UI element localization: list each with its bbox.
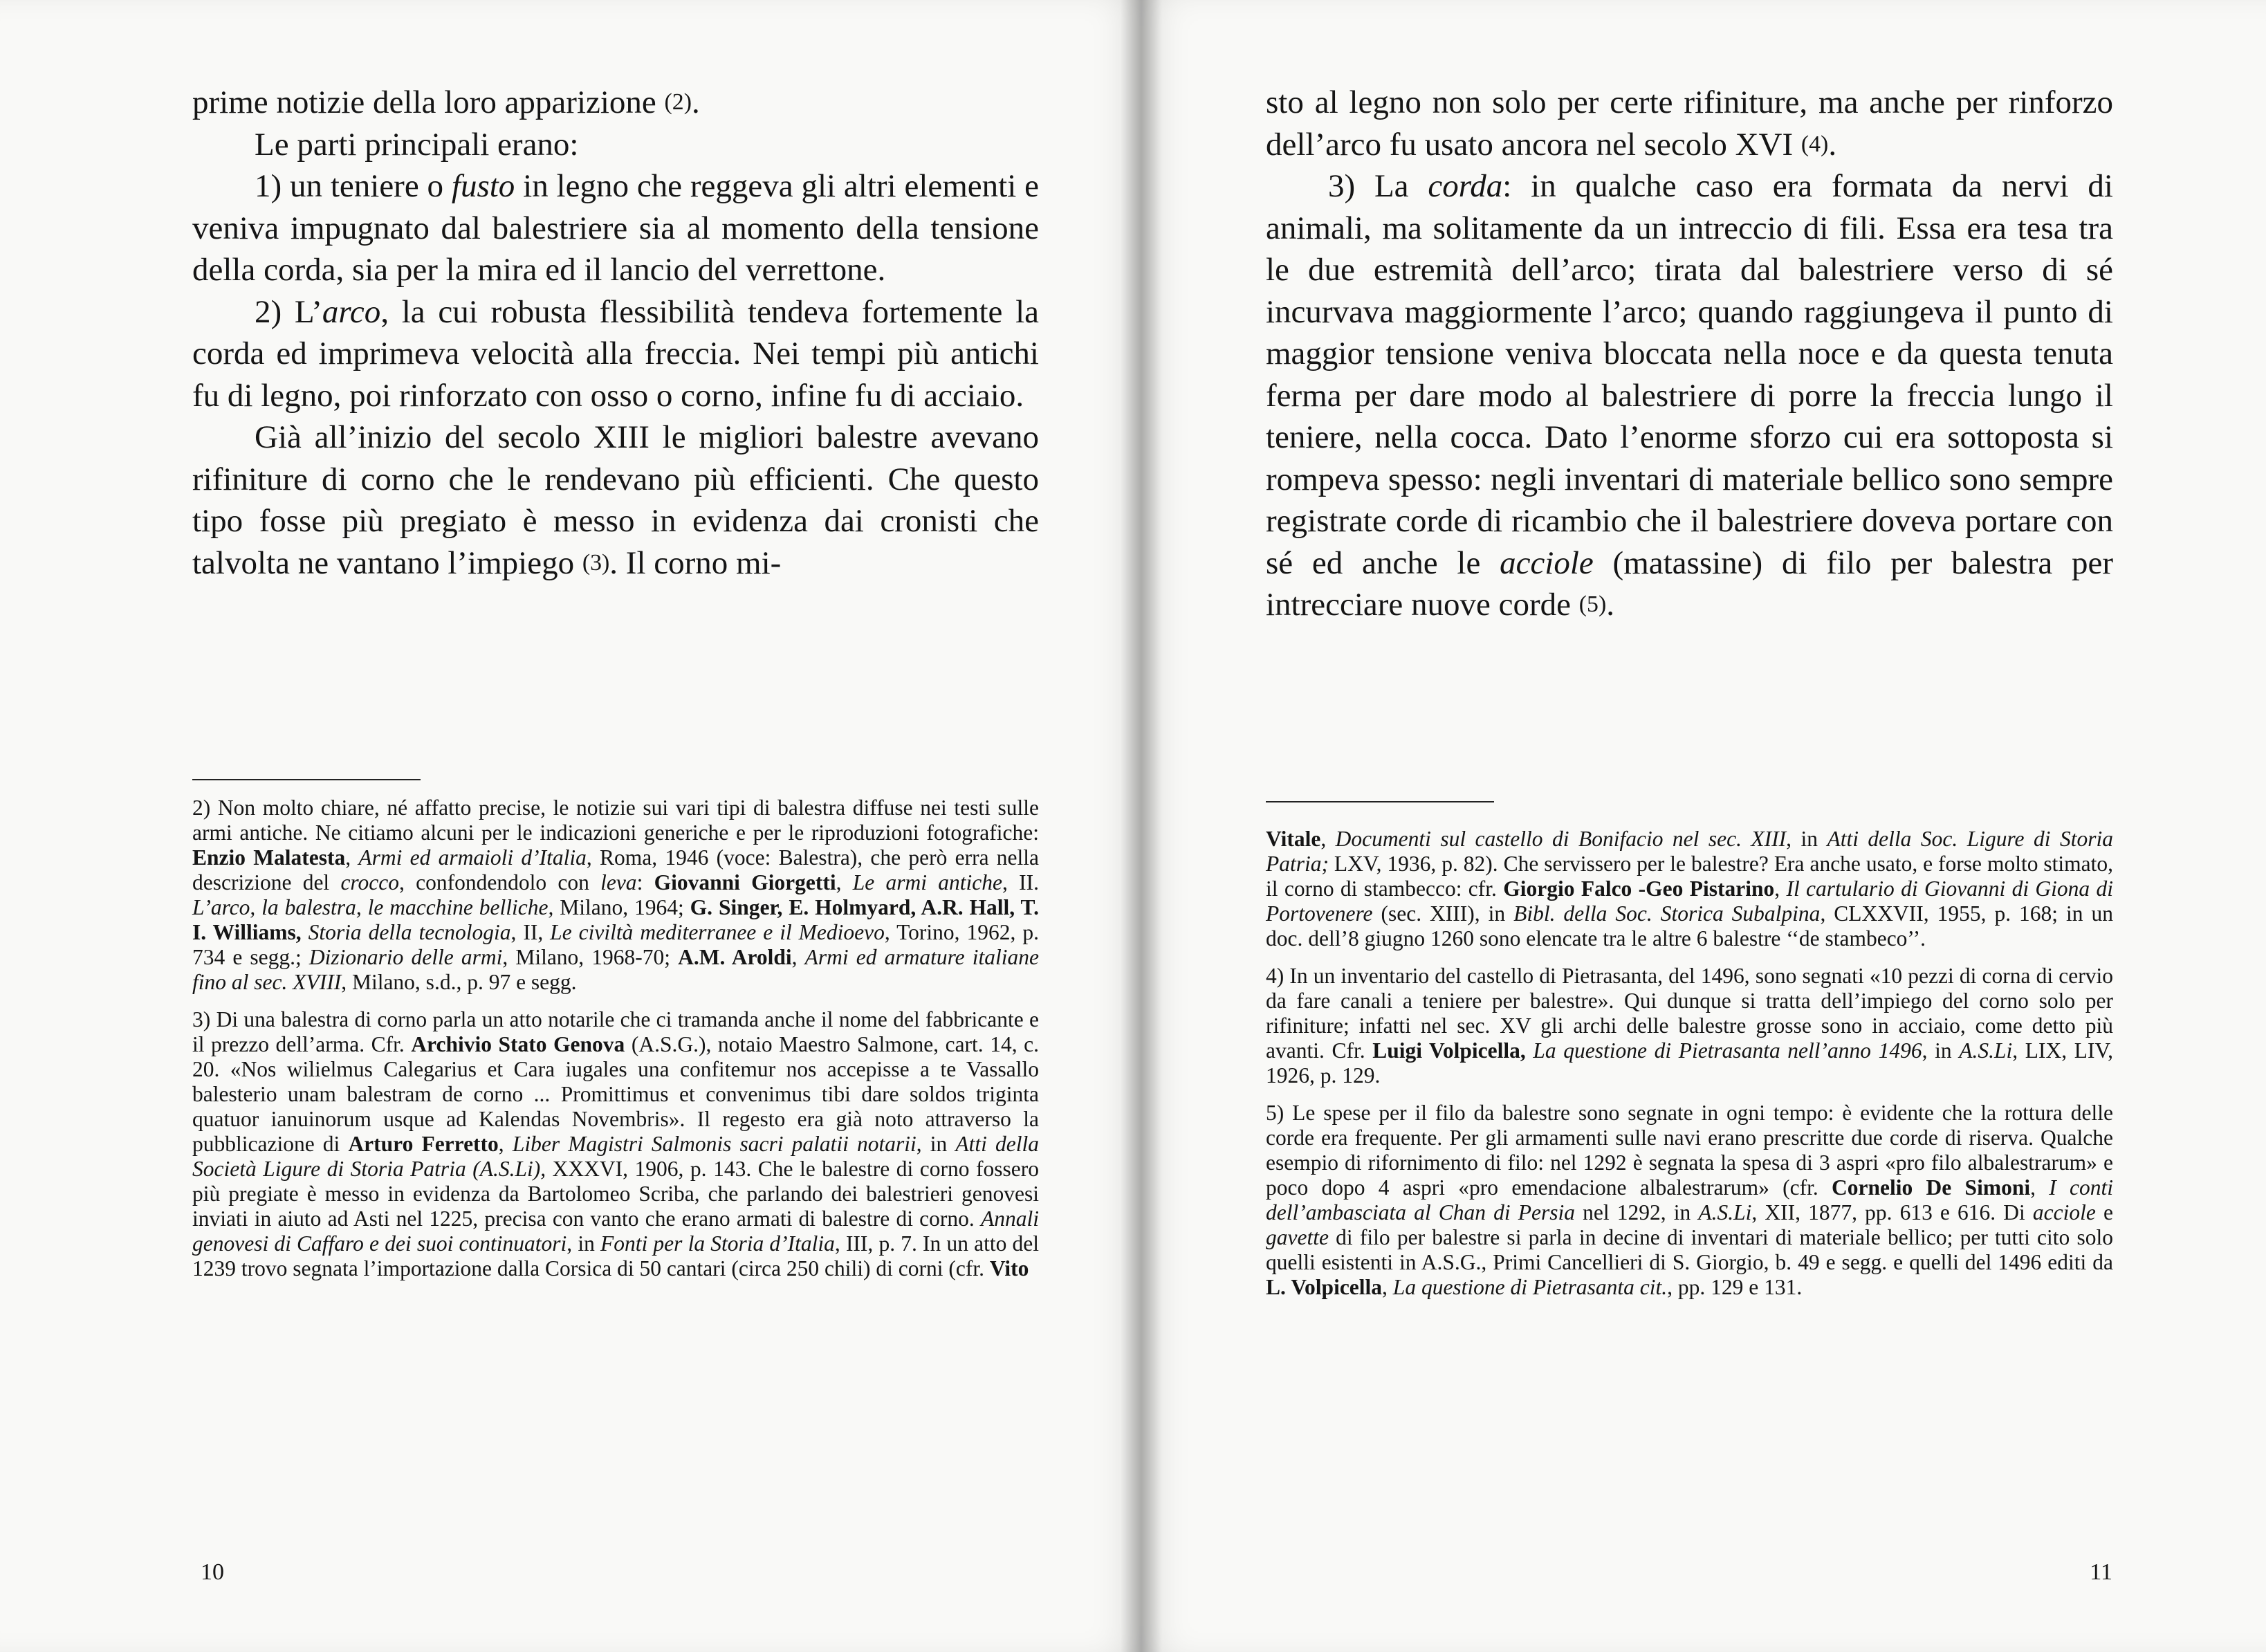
text-run: , Milano, s.d., p. 97 e segg. <box>341 970 577 994</box>
italic-text: crocco <box>340 870 399 894</box>
italic-text: gavette <box>1266 1225 1329 1249</box>
italic-text: Storia della tecnologia <box>308 920 511 944</box>
text-run: . <box>692 84 700 121</box>
text-run: (matassine) di filo per balestra per intrecciare nuove corde <box>1266 544 2113 623</box>
author-name: Giorgio Falco -Geo Pistarino <box>1503 877 1775 901</box>
author-name: L. Volpicella <box>1266 1275 1383 1299</box>
body-paragraph <box>192 124 1039 166</box>
author-name: Luigi Volpicella, <box>1372 1038 1526 1063</box>
text-run <box>1526 1038 1533 1063</box>
italic-text: I conti dell’ambasciata al Chan di Persia <box>1266 1175 2113 1224</box>
text-run: nel 1292, in <box>1574 1200 1699 1224</box>
author-name: Cornelio De Simoni <box>1832 1175 2031 1200</box>
text-run: , <box>1382 1275 1393 1299</box>
text-run: , <box>1774 877 1787 901</box>
text-run: (A.S.G.), notaio Maestro Salmone, cart. 14, c. 20. «Nos wilielmus Calegarius et Cara iugales una confitemur nos accepisse a te Vassallo balesterio unam balestram de corno ... Promittimus et convenimus tibi dare soldos triginta quatuor ianuinorum usque ad Kalendas Novembris». Il regesto era già noto attraverso la pubblicazione di <box>192 1032 1039 1156</box>
author-name: Enzio Malatesta <box>192 845 346 870</box>
body-paragraph <box>192 416 1039 584</box>
text-run: LXV, 1936, p. 82). Che servissero per le balestre? Era anche usato, e forse molto stimato, il corno di stambecco: cfr. <box>1266 852 2113 901</box>
text-run: , la cui robusta flessibilità tendeva fortemente la corda ed imprimeva velocità alla freccia. Nei tempi più antichi fu di legno, poi rinforzato con osso o corno, infine fu di acciaio. <box>192 293 1039 414</box>
footnote-rule <box>1266 801 1494 802</box>
body-paragraph <box>192 291 1039 417</box>
italic-text: L’arco, la balestra, le macchine belliche, <box>192 895 554 919</box>
text-run: 4) In un inventario del castello di Pietrasanta, del 1496, sono segnati «10 pezzi di corna di cervio da fare canali a teniere per balestre». Qui dunque si tratta dell’impiego del corno solo per rifiniture; infatti nel sec. XV gli archi delle balestre grosse sono in acciaio, come detto più avanti. Cfr. <box>1266 964 2113 1063</box>
italic-text: Atti della Soc. Ligure di Storia Patria; <box>1266 827 2113 876</box>
footnote-rule <box>192 779 421 780</box>
text-run: in legno che reggeva gli altri elementi e veniva impugnato dal balestriere sia al momento della tensione della corda, sia per la mira ed il lancio del verrettone. <box>192 168 1039 288</box>
footnote-reference: (2) <box>664 89 692 115</box>
author-name: A.M. Aroldi <box>678 945 792 969</box>
text-run: 5) Le spese per il filo da balestre sono segnate in ogni tempo: è evidente che la rottura delle corde era frequente. Per gli armamenti sulle navi erano prescritte due corde di riserva. Qualche esempio di rifornimento di filo: nel 1292 è segnata la spesa di 3 aspri «pro filo albalestrarum» e poco dopo 4 aspri «pro emendacione albalestrarum» (cfr. <box>1266 1101 2113 1200</box>
text-run: 3) La <box>1328 168 1428 205</box>
author-name: Vito <box>989 1256 1029 1281</box>
italic-text: Le armi antiche <box>852 870 1002 894</box>
text-run: , Roma, 1946 (voce: Balestra), che però erra nella descrizione del <box>192 845 1040 894</box>
footnote-reference: (4) <box>1800 131 1829 157</box>
text-run: 2) L’ <box>255 293 322 330</box>
italic-text: Armi ed armature italiane fino al sec. XVIII <box>192 945 1039 994</box>
text-run: , in <box>566 1231 600 1256</box>
text-run: , Milano, 1968-70; <box>502 945 679 969</box>
text-run: XXXVI, 1906, p. 143. Che le balestre di corno fossero più pregiate è messo in evidenza da Bartolomeo Scriba, che parlando dei balestrieri genovesi inviati in aiuto ad Asti nel 1225, precisa con vanto che erano armati di balestre di corno. <box>192 1157 1039 1231</box>
text-run: , confondendolo con <box>398 870 601 894</box>
italic-text: leva <box>600 870 637 894</box>
text-run: . <box>1606 587 1614 623</box>
text-run: di filo per balestre si parla in decine di inventari di materiale bellico; per tutti cito solo quelli esistenti in A.S.G., Primi Cancellieri di S. Giorgio, b. 49 e segg. e quelli del 1496 editi da <box>1266 1225 2113 1274</box>
italic-text: Le civiltà mediterranee e il Medioevo <box>550 920 885 944</box>
italic-text: arco <box>322 293 381 330</box>
text-run: , III, p. 7. In un atto del 1239 trovo segnata l’importazione dalla Corsica di 50 cantari (circa 250 chili) di corni (cfr. <box>192 1231 1039 1281</box>
text-run: , II. <box>1002 870 1039 894</box>
page-number: 11 <box>2090 1559 2112 1585</box>
left-body-text <box>192 82 1039 584</box>
italic-text: fusto <box>451 168 515 205</box>
italic-text: Fonti per la Storia d’Italia <box>600 1231 835 1256</box>
text-run: , <box>498 1132 513 1156</box>
text-run: sto al legno non solo per certe rifiniture, ma anche per rinforzo dell’arco fu usato ancora nel secolo XVI <box>1266 84 2113 163</box>
right-footnotes <box>1266 827 2113 1312</box>
footnote <box>1266 827 2113 951</box>
body-paragraph <box>1266 82 2113 165</box>
italic-text: acciole <box>1500 544 1594 581</box>
author-name: Giovanni Giorgetti <box>654 870 836 894</box>
text-run: : <box>636 870 654 894</box>
text-run: Già all’inizio del secolo XIII le migliori balestre avevano rifiniture di corno che le rendevano più efficienti. Che questo tipo fosse più pregiato è messo in evidenza dai cronisti che talvolta ne vantano l’impiego <box>192 419 1039 581</box>
italic-text: La questione di Pietrasanta nell’anno 1496 <box>1533 1038 1922 1063</box>
page-number: 10 <box>201 1559 224 1585</box>
text-run: , XII, 1877, pp. 613 e 616. Di <box>1751 1200 2033 1224</box>
italic-text: Il cartulario di Giovanni di Giona di Portovenere <box>1266 877 2114 926</box>
text-run: Milano, 1964; <box>553 895 690 919</box>
text-run: , LIX, LIV, 1926, p. 129. <box>1266 1038 2114 1087</box>
italic-text: A.S.Li <box>1959 1038 2013 1063</box>
right-body-text <box>1266 82 2113 626</box>
author-name: Arturo Ferretto <box>348 1132 499 1156</box>
body-paragraph <box>1266 165 2113 626</box>
text-run: 3) Di una balestra di corno parla un atto notarile che ci tramanda anche il nome del fabbricante e il prezzo dell’arma. Cfr. <box>192 1007 1039 1056</box>
text-run: , in <box>916 1132 956 1156</box>
text-run: , in <box>1922 1038 1960 1063</box>
text-run: e <box>2095 1200 2113 1224</box>
text-run: , <box>791 945 805 969</box>
text-run: , CLXXVII, 1955, p. 168; in un doc. dell’8 giugno 1260 sono elencate tra le altre 6 balestre ‘‘de stambeco’’. <box>1266 901 2113 951</box>
italic-text: A.S.Li <box>1698 1200 1752 1224</box>
italic-text: acciole <box>2032 1200 2096 1224</box>
text-run: , Torino, 1962, p. 734 e segg.; <box>192 920 1039 969</box>
text-run: , <box>836 870 853 894</box>
text-run: 1) un teniere o <box>255 168 452 205</box>
text-run: . Il corno mi- <box>609 544 782 581</box>
author-name: G. Singer, E. Holmyard, A.R. Hall, T. I. Williams, <box>192 895 1039 944</box>
text-run: prime notizie della loro apparizione <box>192 84 665 121</box>
italic-text: Documenti sul castello di Bonifacio nel sec. XIII <box>1335 827 1787 851</box>
text-run: , <box>345 845 359 870</box>
text-run: : in qualche caso era formata da nervi di animali, ma solitamente da un intreccio di fili. Essa era tesa tra le due estremità dell’arco; tirata dal balestriere verso di sé incurvava maggiormente l’arco; quando raggiungeva il punto di maggior tensione veniva bloccata nella noce e da questa tenuta ferma per dare modo al balestriere di porre la freccia lungo il teniere, nella cocca. Dato l’enorme sforzo cui era sottoposta si rompeva spesso: negli inventari di materiale bellico sono sempre registrate corde di ricambio che il balestriere doveva portare con sé ed anche le <box>1266 168 2113 581</box>
italic-text: Armi ed armaioli d’Italia <box>358 845 587 870</box>
italic-text: Liber Magistri Salmonis sacri palatii notarii <box>512 1132 916 1156</box>
text-run: 2) Non molto chiare, né affatto precise, le notizie sui vari tipi di balestra diffuse nei testi sulle armi antiche. Ne citiamo alcuni per le indicazioni generiche e per le riproduzioni fotografiche: <box>192 796 1039 845</box>
text-run: . <box>1828 126 1837 163</box>
text-run: (sec. XIII), in <box>1372 901 1514 926</box>
author-name: Archivio Stato Genova <box>411 1032 625 1056</box>
text-run: , pp. 129 e 131. <box>1667 1275 1803 1299</box>
body-paragraph <box>192 165 1039 291</box>
italic-text: Dizionario delle armi <box>308 945 503 969</box>
footnote-reference: (5) <box>1578 591 1607 618</box>
italic-text: Bibl. della Soc. Storica Subalpina <box>1513 901 1821 926</box>
footnote <box>192 1007 1039 1281</box>
text-run: , II, <box>510 920 551 944</box>
footnote <box>1266 1101 2113 1300</box>
italic-text: Annali genovesi di Caffaro e dei suoi continuatori <box>192 1206 1039 1256</box>
right-page <box>1141 0 2266 1652</box>
text-run: , <box>1320 827 1336 851</box>
body-paragraph <box>192 82 1039 124</box>
text-run: Le parti principali erano: <box>255 126 579 163</box>
footnote <box>1266 964 2113 1088</box>
text-run <box>302 920 308 944</box>
text-run: , <box>2030 1175 2049 1200</box>
text-run: , in <box>1786 827 1827 851</box>
left-footnotes <box>192 796 1039 1294</box>
footnote-reference: (3) <box>582 549 610 576</box>
book-gutter <box>1121 0 1162 1652</box>
italic-text: corda <box>1428 168 1503 205</box>
italic-text: La questione di Pietrasanta cit. <box>1392 1275 1668 1299</box>
footnote <box>192 796 1039 995</box>
author-name: Vitale <box>1266 827 1321 851</box>
italic-text: Atti della Società Ligure di Storia Patria (A.S.Li), <box>192 1132 1039 1181</box>
